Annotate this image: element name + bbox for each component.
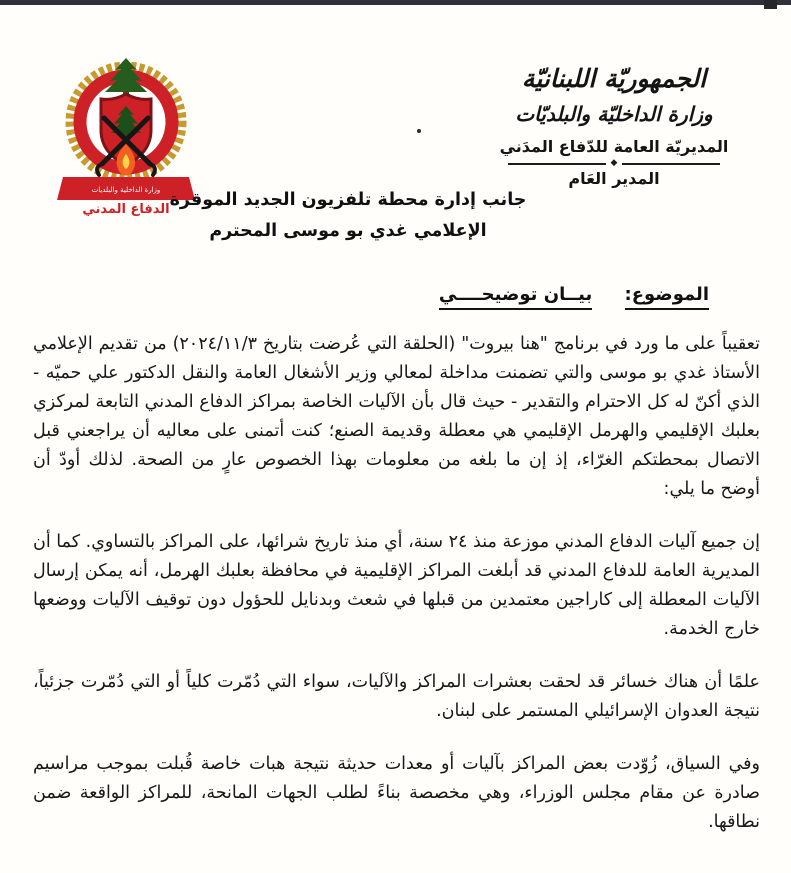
ribbon-banner-text: وزارة الداخلية والبلديات bbox=[91, 186, 161, 194]
subject-line bbox=[439, 284, 709, 310]
letter-body bbox=[33, 330, 760, 861]
divider-line bbox=[508, 163, 606, 165]
directorate-title: المديريّة العامة للدّفاع المدَني bbox=[499, 137, 729, 156]
addressee-line-2: الإعلامي غدي بو موسى المحترم bbox=[209, 221, 487, 241]
subject-label: الموضوع: bbox=[625, 284, 709, 310]
paragraph-losses: علمًا أن هناك خسائر قد لحقت بعشرات المراكز والآليات، سواء التي دُمّرت كلياً أو التي دُمّرت جزئياً، نتيجة العدوان الإسرائيلي المستمر على لبنان. bbox=[33, 672, 760, 721]
letterhead bbox=[461, 64, 767, 188]
subject-value: بيــان توضيحــــي bbox=[439, 284, 592, 310]
ministry-title: وزارة الداخليّة والبلديّات bbox=[515, 102, 713, 126]
paragraph-clarification: إن جميع آليات الدفاع المدني موزعة منذ ٢٤ سنة، أي منذ تاريخ شرائها، على المراكز بالتساوي. كما أن المديرية العامة للدفاع المدني قد أبلغت المراكز الإقليمية في محافظة بعلبك الهرمل، أنه يمكن إرسال الآليات المعطلة إلى كاراجين معتمدين من قبلها في شعث وبدنايل للحؤول دون توقيف الآليات ووضعها خارج الخدمة. bbox=[33, 532, 760, 639]
header-divider bbox=[508, 159, 720, 168]
scan-top-bar bbox=[0, 0, 791, 5]
director-general-title: المدير العَام bbox=[568, 169, 660, 188]
scan-speck bbox=[417, 129, 421, 133]
divider-line bbox=[622, 163, 720, 165]
paragraph-intro: تعقيباً على ما ورد في برنامج "هنا بيروت" (الحلقة التي عُرضت بتاريخ ٢٠٢٤/١١/٣) من تقديم الإعلامي الأستاذ غدي بو موسى والتي تضمنت مداخلة لمعالي وزير الأشغال العامة والنقل الدكتور علي حميّه - الذي أكنّ له كل الاحترام والتقدير - حيث قال بأن الآليات الخاصة بمراكز الدفاع المدني التابعة لمركزي بعلبك الإقليمي والهرمل الإقليمي هي معطلة وقديمة الصنع؛ كنت أتمنى على معاليه أن يراجعني قبل الاتصال بمحطتكم الغرّاء، إذ إن ما بلغه من معلومات بهذا الخصوص عارٍ من الصحة. لذلك أودّ أن أوضح ما يلي: bbox=[33, 334, 760, 499]
emblem-caption: الدفاع المدني bbox=[82, 202, 170, 216]
addressee-line-1: جانب إدارة محطة تلفزيون الجديد الموقرة bbox=[169, 190, 527, 210]
addressee-block bbox=[150, 185, 546, 247]
diamond-icon: ◆ bbox=[610, 158, 618, 168]
scan-corner-artifact bbox=[764, 0, 777, 9]
republic-title: الجمهوريّة اللبنانيّة bbox=[521, 64, 707, 93]
paragraph-donations: وفي السياق، زُوّدت بعض المراكز بآليات أو معدات حديثة نتيجة هبات خاصة قُبلت بموجب مراسيم صادرة عن مقام مجلس الوزراء، وهي مخصصة بناءً لطلب الجهات المانحة، للمراكز الواقعة ضمن نطاقها. bbox=[33, 754, 760, 832]
